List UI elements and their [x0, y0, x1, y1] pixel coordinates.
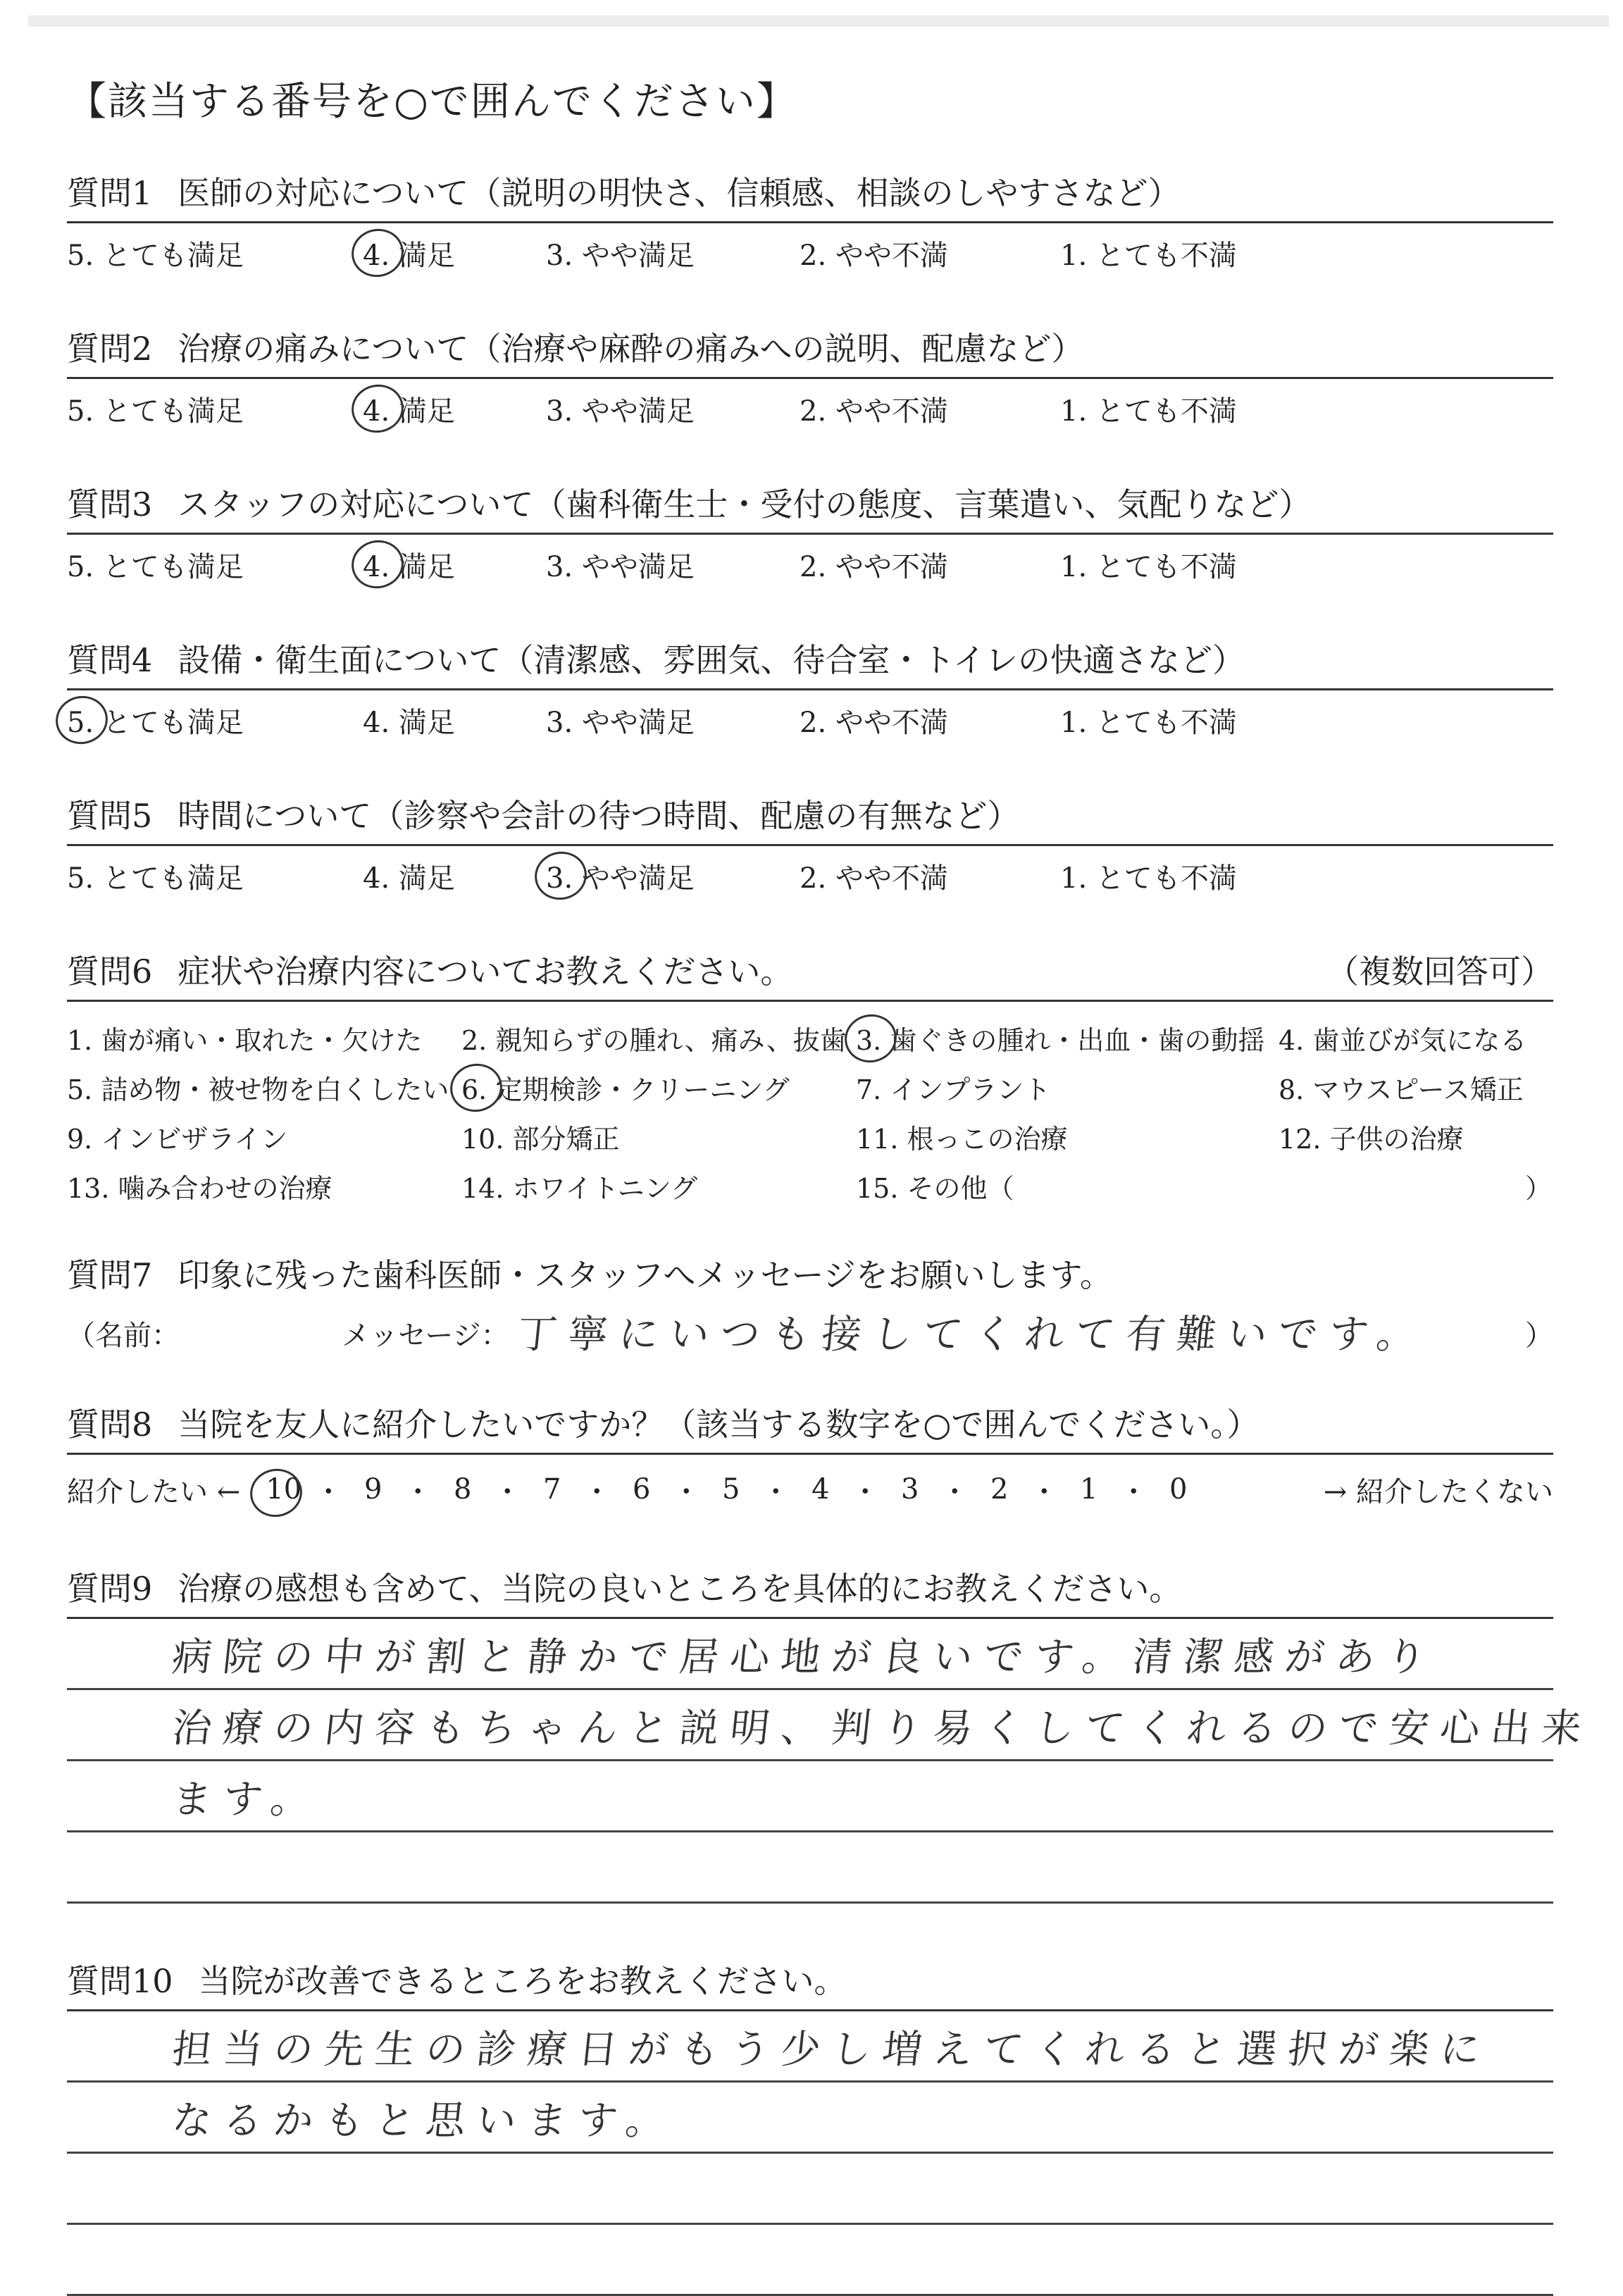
question-number: 質問9: [67, 1570, 153, 1608]
rating-option[interactable]: 3. やや満足: [546, 551, 695, 583]
question-7: [67, 1250, 1553, 1361]
separator-dot: ・: [761, 1475, 790, 1508]
rating-option[interactable]: 1. とても不満: [1060, 395, 1237, 428]
question-text: 治療の痛みについて（治療や麻酔の痛みへの説明、配慮など）: [178, 330, 1084, 368]
multiple-answer-hint: （複数回答可）: [1326, 952, 1553, 991]
rating-option[interactable]: 1. とても不満: [1060, 707, 1237, 739]
recommend-score[interactable]: 3: [901, 1473, 919, 1506]
question-number: 質問8: [67, 1405, 153, 1444]
answer-line: [67, 2083, 1553, 2154]
handwritten-answer: なるかもと思います。: [170, 2098, 679, 2144]
rating-option[interactable]: 2. やや不満: [800, 707, 948, 739]
recommend-score[interactable]: 9: [364, 1473, 383, 1506]
question-10: [67, 1956, 1553, 2296]
answer-line: [67, 1690, 1595, 1761]
rating-option[interactable]: 4. 満足: [363, 545, 455, 585]
recommend-scale: [67, 1462, 1553, 1517]
rating-option[interactable]: 3. やや満足: [546, 856, 695, 896]
question-number: 質問4: [67, 641, 153, 679]
symptom-option[interactable]: 2. 親知らずの腫れ、痛み、抜歯: [461, 1025, 847, 1056]
question-title: [67, 1956, 1553, 2011]
other-close-paren: ）: [1525, 1173, 1553, 1204]
symptom-options: [67, 1019, 1553, 1216]
symptom-option[interactable]: 1. 歯が痛い・取れた・欠けた: [67, 1025, 423, 1056]
question-number: 質問5: [67, 797, 153, 835]
rating-option[interactable]: 4. 満足: [363, 389, 455, 429]
symptom-option[interactable]: 15. その他（: [856, 1173, 1014, 1204]
separator-dot: ・: [404, 1475, 433, 1508]
page-heading: 【該当する番号を○で囲んでください】: [67, 79, 797, 125]
question-8: [67, 1399, 1553, 1517]
symptom-option[interactable]: 6. 定期検診・クリーニング: [461, 1068, 790, 1107]
symptom-option[interactable]: 11. 根っこの治療: [856, 1124, 1068, 1155]
question-number: 質問6: [67, 952, 153, 991]
symptom-option[interactable]: 9. インビザライン: [67, 1124, 288, 1155]
question-number: 質問10: [67, 1962, 173, 2000]
rating-option[interactable]: 3. やや満足: [546, 240, 695, 272]
question-9: [67, 1563, 1595, 1904]
survey-page: [67, 70, 1595, 2296]
question-title: [67, 168, 1553, 223]
symptom-option[interactable]: 14. ホワイトニング: [461, 1173, 698, 1204]
rating-option[interactable]: 5. とても満足: [67, 700, 244, 740]
separator-dot: ・: [940, 1475, 969, 1508]
close-paren: ）: [1525, 1320, 1553, 1352]
question-number: 質問1: [67, 174, 153, 212]
answer-line: [67, 2225, 1553, 2296]
recommend-score[interactable]: 7: [543, 1473, 561, 1506]
question-title: [67, 479, 1553, 535]
recommend-score[interactable]: 6: [633, 1473, 651, 1506]
symptom-option[interactable]: 8. マウスピース矯正: [1279, 1074, 1524, 1105]
rating-option[interactable]: 1. とても不満: [1060, 551, 1237, 583]
question-title: [67, 323, 1553, 379]
recommend-score[interactable]: 8: [454, 1473, 472, 1506]
symptom-option[interactable]: 7. インプラント: [856, 1074, 1051, 1105]
rating-scale: [67, 379, 1553, 428]
separator-dot: ・: [314, 1475, 343, 1508]
scan-top-edge: [28, 15, 1609, 27]
question-text: 当院が改善できるところをお教えください。: [198, 1962, 847, 2000]
rating-option[interactable]: 5. とても満足: [67, 240, 244, 272]
handwritten-answer: 治療の内容もちゃんと説明、判り易くしてくれるので安心出来: [170, 1706, 1595, 1751]
question-6: [67, 946, 1553, 1216]
question-text: 設備・衛生面について（清潔感、雰囲気、待合室・トイレの快適さなど）: [178, 641, 1245, 679]
question-number: 質問7: [67, 1256, 153, 1294]
recommend-score[interactable]: 10: [261, 1473, 306, 1506]
handwritten-answer: ます。: [170, 1777, 324, 1823]
question-text: 治療の感想も含めて、当院の良いところを具体的にお教えください。: [178, 1570, 1182, 1608]
recommend-score[interactable]: 2: [990, 1473, 1009, 1506]
name-label: （名前：: [67, 1320, 180, 1352]
separator-dot: ・: [1030, 1475, 1059, 1508]
question-text: 当院を友人に紹介したいですか？（該当する数字を○で囲んでください。）: [178, 1405, 1260, 1444]
rating-option[interactable]: 1. とても不満: [1060, 862, 1237, 895]
question-4: [67, 635, 1553, 740]
question-text: スタッフの対応について（歯科衛生士・受付の態度、言葉遣い、気配りなど）: [178, 485, 1312, 523]
handwritten-answer: 病院の中が割と静かで居心地が良いです。清潔感があり: [170, 1634, 1440, 1680]
question-title: [67, 946, 1553, 1002]
rating-option[interactable]: 5. とても満足: [67, 395, 244, 428]
separator-dot: ・: [851, 1475, 880, 1508]
separator-dot: ・: [493, 1475, 522, 1508]
rating-option[interactable]: 5. とても満足: [67, 551, 244, 583]
rating-option[interactable]: 4. 満足: [363, 707, 455, 739]
question-text: 印象に残った歯科医師・スタッフへメッセージをお願いします。: [178, 1256, 1112, 1294]
recommend-score[interactable]: 1: [1080, 1473, 1098, 1506]
question-2: [67, 323, 1553, 428]
question-text: 症状や治療内容についてお教えください。: [178, 952, 793, 991]
separator-dot: ・: [672, 1475, 701, 1508]
answer-area: [67, 1619, 1595, 1904]
question-title: [67, 790, 1553, 846]
symptom-option[interactable]: 5. 詰め物・被せ物を白くしたい: [67, 1074, 449, 1105]
question-title: [67, 1250, 1553, 1303]
question-number: 質問3: [67, 485, 153, 523]
handwritten-answer: 担当の先生の診療日がもう少し増えてくれると選択が楽に: [170, 2027, 1493, 2073]
rating-option[interactable]: 2. やや不満: [800, 862, 948, 895]
rating-option[interactable]: 3. やや満足: [546, 395, 695, 428]
symptom-option[interactable]: 10. 部分矯正: [461, 1124, 620, 1155]
question-1: [67, 168, 1553, 273]
symptom-option[interactable]: 13. 噛み合わせの治療: [67, 1173, 332, 1204]
rating-option[interactable]: 4. 満足: [363, 233, 455, 273]
rating-option[interactable]: 3. やや満足: [546, 707, 695, 739]
question-text: 時間について（診察や会計の待つ時間、配慮の有無など）: [178, 797, 1020, 835]
answer-line: [67, 2011, 1553, 2083]
answer-area: [67, 2011, 1553, 2296]
answer-line: [67, 1761, 1553, 1832]
recommend-score[interactable]: 5: [722, 1473, 740, 1506]
question-title: [67, 635, 1553, 690]
question-title: [67, 1563, 1553, 1619]
rating-option[interactable]: 4. 満足: [363, 862, 455, 895]
rating-scale: [67, 846, 1553, 895]
recommend-left-label: 紹介したい ←: [67, 1475, 241, 1508]
question-title: [67, 1399, 1553, 1455]
question-3: [67, 479, 1553, 584]
message-row: [67, 1303, 1553, 1361]
symptom-option[interactable]: 12. 子供の治療: [1279, 1124, 1464, 1155]
recommend-score[interactable]: 0: [1169, 1473, 1188, 1506]
answer-line: [67, 2154, 1553, 2225]
rating-scale: [67, 535, 1553, 584]
answer-line: [67, 1832, 1553, 1904]
answer-line: [67, 1619, 1553, 1690]
rating-option[interactable]: 5. とても満足: [67, 862, 244, 895]
rating-option[interactable]: 2. やや不満: [800, 395, 948, 428]
question-number: 質問2: [67, 330, 153, 368]
recommend-right-label: → 紹介したくない: [1323, 1475, 1553, 1508]
rating-scale: [67, 223, 1553, 273]
message-handwriting: 丁寧にいつも接してくれて有難いです。: [515, 1312, 1430, 1358]
separator-dot: ・: [1119, 1475, 1148, 1508]
rating-scale: [67, 690, 1553, 740]
separator-dot: ・: [583, 1475, 611, 1508]
symptom-option[interactable]: 3. 歯ぐきの腫れ・出血・歯の動揺: [856, 1019, 1264, 1057]
rating-option[interactable]: 2. やや不満: [800, 551, 948, 583]
question-5: [67, 790, 1553, 895]
message-label: メッセージ：: [342, 1320, 509, 1352]
rating-option[interactable]: 1. とても不満: [1060, 240, 1237, 272]
symptom-option[interactable]: 4. 歯並びが気になる: [1279, 1025, 1527, 1056]
question-text: 医師の対応について（説明の明快さ、信頼感、相談のしやすさなど）: [178, 174, 1181, 212]
recommend-score[interactable]: 4: [812, 1473, 830, 1506]
rating-option[interactable]: 2. やや不満: [800, 240, 948, 272]
